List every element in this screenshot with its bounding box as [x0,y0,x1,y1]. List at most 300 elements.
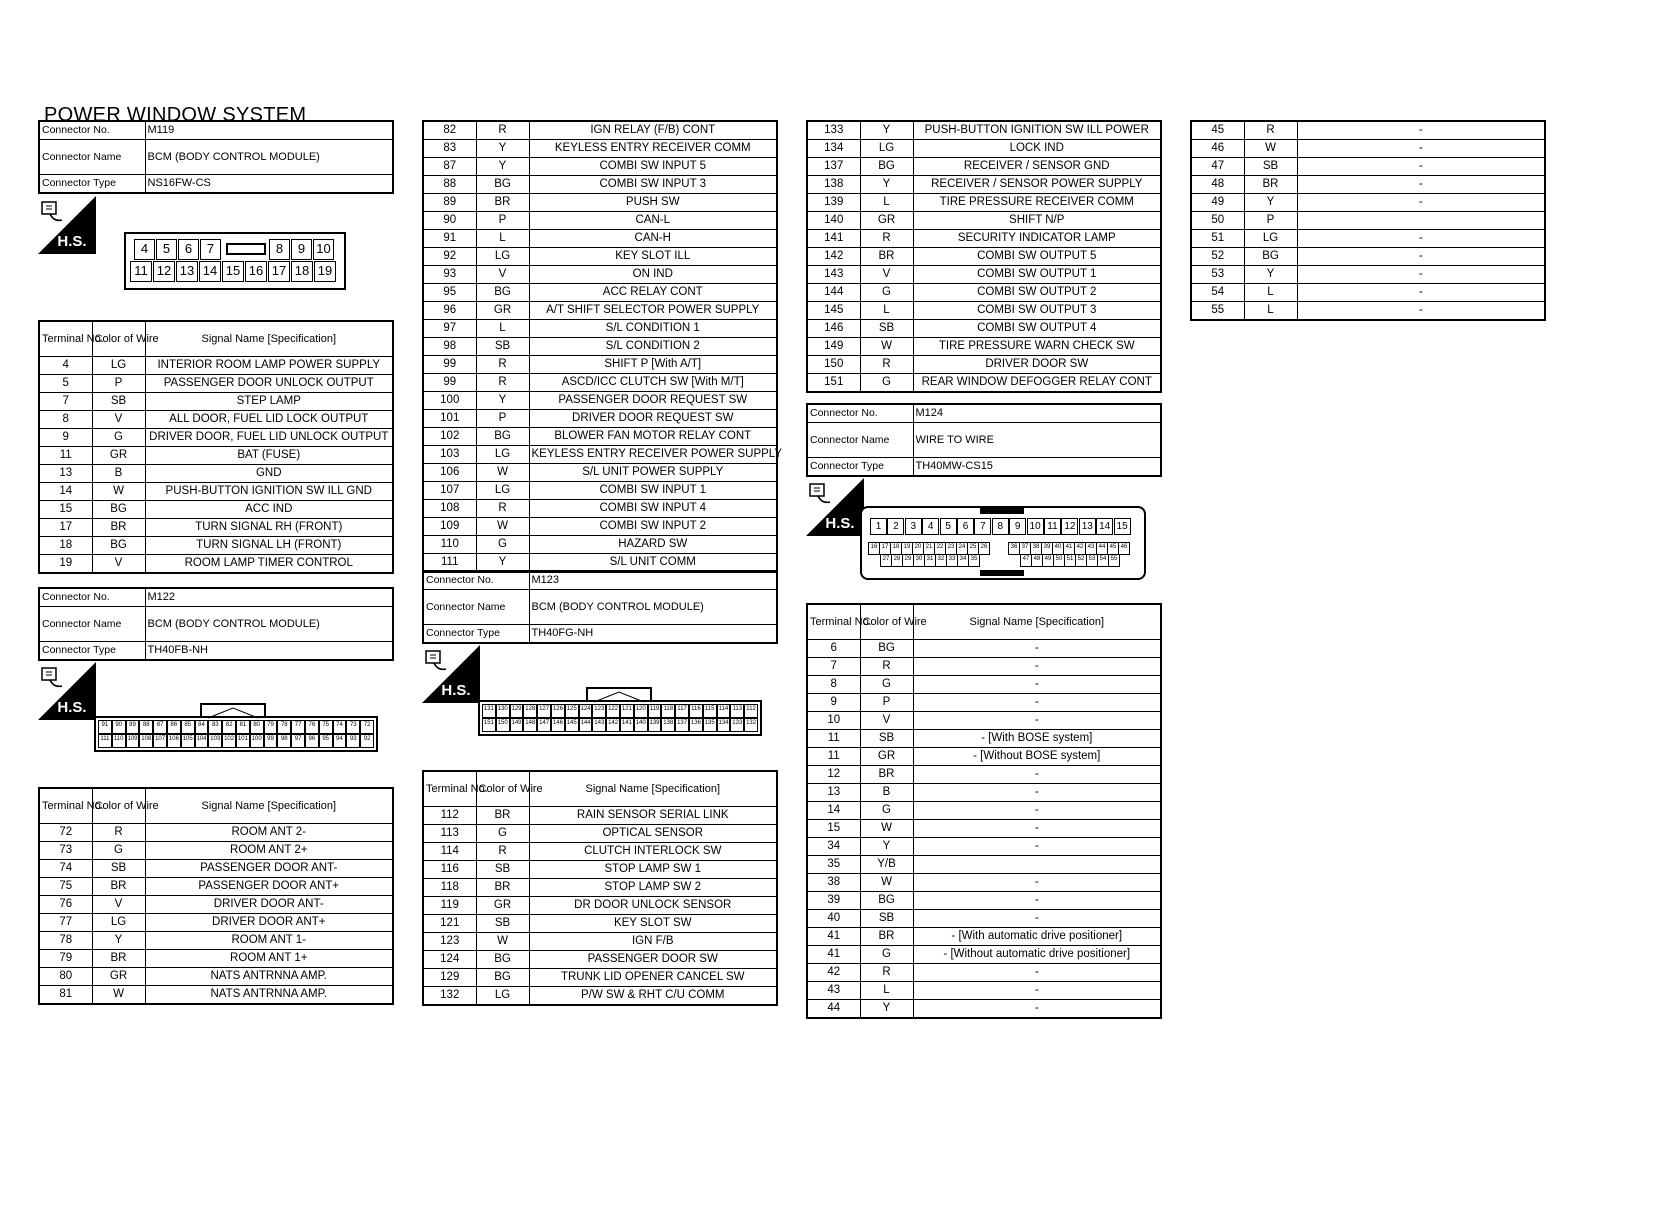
table-row [423,464,777,482]
table-row [39,375,393,393]
color-of-wire-header: Color of Wire [476,771,529,807]
table-row [423,194,777,212]
signal-name-cell: STOP LAMP SW 1 [529,861,777,879]
table-row [807,910,1161,928]
terminal-no-cell: 79 [39,950,92,968]
terminal-no-cell: 81 [39,986,92,1005]
table-row [807,928,1161,946]
connector-pin: 117 [675,704,689,718]
signal-name-cell: DRIVER DOOR REQUEST SW [529,410,777,428]
signal-name-cell: ROOM ANT 1+ [145,950,393,968]
table-row [423,807,777,825]
wire-color-cell: BR [92,519,145,537]
connector-pin: 7 [200,239,221,260]
terminal-no-cell: 92 [423,248,476,266]
connector-pin: 55 [1108,554,1120,567]
table-row [1191,266,1545,284]
connector-pin: 83 [208,720,222,734]
table-row [423,374,777,392]
connector-pin: 109 [126,734,140,748]
connector-pin: 135 [703,718,717,732]
signal-name-cell: ROOM ANT 2- [145,824,393,842]
wire-color-cell: SB [860,730,913,748]
wire-color-cell: SB [1244,158,1297,176]
table-row [39,896,393,914]
connector-pin: 39 [1041,542,1053,555]
wire-color-cell: BG [1244,248,1297,266]
signal-name-cell: ACC RELAY CONT [529,284,777,302]
terminal-no-cell: 47 [1191,158,1244,176]
wire-color-cell: Y [860,176,913,194]
wire-color-cell: Y [92,932,145,950]
connector-pin: 72 [360,720,374,734]
signal-name-cell: PUSH-BUTTON IGNITION SW ILL GND [145,483,393,501]
terminal-no-cell: 142 [807,248,860,266]
wire-color-cell: G [476,825,529,843]
terminal-no-cell: 89 [423,194,476,212]
m119-terminal-table [38,320,394,574]
terminal-no-cell: 8 [39,411,92,429]
connector-pin: 21 [923,542,935,555]
table-row [423,446,777,464]
hs-badge [422,645,480,703]
signal-name-cell: - [1297,230,1545,248]
wire-color-cell: SB [476,861,529,879]
wire-color-cell: R [860,356,913,374]
connector-pin: 103 [208,734,222,748]
connector-pin: 6 [178,239,199,260]
connector-pin: 52 [1075,554,1087,567]
hs-label: H.S. [57,233,87,250]
signal-name-cell [1297,212,1545,230]
m124-connector-face [860,506,1146,580]
table-row [39,860,393,878]
terminal-no-cell: 141 [807,230,860,248]
wire-color-cell: V [92,411,145,429]
signal-name-cell: CLUTCH INTERLOCK SW [529,843,777,861]
connector-pin: 54 [1097,554,1109,567]
signal-name-cell: - [913,766,1161,784]
connector-name-value: WIRE TO WIRE [913,423,1161,458]
terminal-no-cell: 49 [1191,194,1244,212]
table-row [423,969,777,987]
connector-pin: 16 [245,261,267,282]
signal-name-cell: - [1297,140,1545,158]
wire-color-cell: V [476,266,529,284]
connector-pin: 118 [661,704,675,718]
wire-color-cell: L [1244,302,1297,321]
table-row [423,248,777,266]
terminal-no-cell: 4 [39,357,92,375]
table-row [423,500,777,518]
connector-pin: 110 [112,734,126,748]
terminal-no-cell: 13 [807,784,860,802]
signal-name-cell: HAZARD SW [529,536,777,554]
terminal-no-cell: 72 [39,824,92,842]
wire-color-cell: W [476,518,529,536]
wire-color-cell: R [860,964,913,982]
connector-type-value: TH40FG-NH [529,625,777,644]
connector-pin: 144 [579,718,593,732]
hs-badge [806,478,864,536]
terminal-no-cell: 132 [423,987,476,1006]
table-row [423,410,777,428]
terminal-no-cell: 110 [423,536,476,554]
connector-pin: 130 [496,704,510,718]
signal-name-cell: S/L UNIT POWER SUPPLY [529,464,777,482]
wire-color-cell: Y [476,158,529,176]
wire-color-cell: R [476,356,529,374]
signal-name-cell: S/L CONDITION 1 [529,320,777,338]
wire-color-cell: Y [476,140,529,158]
connector-type-label: Connector Type [423,625,529,644]
connector-pin: 5 [156,239,177,260]
table-row [39,914,393,932]
connector-pin: 4 [134,239,155,260]
terminal-no-cell: 41 [807,946,860,964]
connector-pin: 29 [902,554,914,567]
terminal-no-cell: 106 [423,464,476,482]
connector-pin: 95 [319,734,333,748]
connector-pin: 27 [880,554,892,567]
signal-name-cell: ROOM LAMP TIMER CONTROL [145,555,393,574]
terminal-no-cell: 10 [807,712,860,730]
table-row [39,483,393,501]
terminal-no-cell: 149 [807,338,860,356]
signal-name-cell: PASSENGER DOOR UNLOCK OUTPUT [145,375,393,393]
signal-name-cell: TRUNK LID OPENER CANCEL SW [529,969,777,987]
table-row [1191,140,1545,158]
terminal-no-cell: 150 [807,356,860,374]
connector-pin: 141 [620,718,634,732]
connector-pin: 129 [510,704,524,718]
table-row [807,856,1161,874]
wire-color-cell: L [1244,284,1297,302]
connector-pin: 92 [360,734,374,748]
wire-color-cell: BG [860,640,913,658]
table-row [423,482,777,500]
terminal-no-cell: 119 [423,897,476,915]
wire-color-cell: R [860,658,913,676]
wire-color-cell: B [860,784,913,802]
table-row [423,176,777,194]
signal-name-cell: SECURITY INDICATOR LAMP [913,230,1161,248]
hs-badge [38,196,96,254]
connector-pin: 50 [1053,554,1065,567]
table-row [423,987,777,1006]
wire-color-cell: W [476,933,529,951]
signal-name-cell: - [913,892,1161,910]
m123-connector-face [478,700,762,736]
connector-pin: 111 [98,734,112,748]
connector-pin: 137 [675,718,689,732]
connector-no-value: M123 [529,571,777,590]
table-row [1191,284,1545,302]
terminal-no-cell: 107 [423,482,476,500]
terminal-no-cell: 75 [39,878,92,896]
connector-pin: 133 [730,718,744,732]
signal-name-cell: DRIVER DOOR SW [913,356,1161,374]
terminal-no-cell: 46 [1191,140,1244,158]
connector-type-value: TH40MW-CS15 [913,458,1161,477]
connector-no-label: Connector No. [807,404,913,423]
connector-pin: 84 [195,720,209,734]
connector-pin: 32 [935,554,947,567]
table-row [423,284,777,302]
connector-pin: 96 [305,734,319,748]
signal-name-cell: S/L UNIT COMM [529,554,777,573]
connector-pin: 20 [912,542,924,555]
wire-color-cell: BG [476,969,529,987]
wire-color-cell: R [92,824,145,842]
signal-name-cell: BLOWER FAN MOTOR RELAY CONT [529,428,777,446]
table-row [39,842,393,860]
connector-type-label: Connector Type [39,642,145,661]
table-row [39,411,393,429]
table-row [423,861,777,879]
connector-pin: 131 [482,704,496,718]
wire-color-cell: W [1244,140,1297,158]
terminal-no-cell: 109 [423,518,476,536]
terminal-no-cell: 100 [423,392,476,410]
connector-pin: 41 [1063,542,1075,555]
connector-pin: 1 [870,518,887,535]
connector-pin: 8 [992,518,1009,535]
connector-pin: 93 [346,734,360,748]
terminal-no-cell: 140 [807,212,860,230]
signal-name-cell: PASSENGER DOOR ANT+ [145,878,393,896]
signal-name-cell: S/L CONDITION 2 [529,338,777,356]
wire-color-cell: BG [476,951,529,969]
wire-color-cell: L [476,320,529,338]
wire-color-cell: Y [860,838,913,856]
connector-name-label: Connector Name [39,607,145,642]
wire-color-cell: GR [860,212,913,230]
terminal-no-cell: 11 [807,748,860,766]
signal-name-cell: RAIN SENSOR SERIAL LINK [529,807,777,825]
wire-color-cell: V [92,896,145,914]
terminal-no-cell: 138 [807,176,860,194]
signal-name-cell: - [Without BOSE system] [913,748,1161,766]
connector-pin: 24 [956,542,968,555]
connector-pin: 122 [606,704,620,718]
terminal-no-cell: 45 [1191,121,1244,140]
connector-pin: 45 [1107,542,1119,555]
harness-side-icon [38,196,96,254]
connector-pin: 139 [648,718,662,732]
table-row [807,748,1161,766]
signal-name-cell: PASSENGER DOOR ANT- [145,860,393,878]
connector-pin: 97 [291,734,305,748]
wire-color-cell: BG [860,158,913,176]
connector-pin: 18 [890,542,902,555]
signal-name-cell: P/W SW & RHT C/U COMM [529,987,777,1006]
connector-pin: 4 [922,518,939,535]
signal-name-cell: CAN-H [529,230,777,248]
signal-name-cell: A/T SHIFT SELECTOR POWER SUPPLY [529,302,777,320]
table-row [423,212,777,230]
wire-color-cell: W [476,464,529,482]
signal-name-cell: - [Without automatic drive positioner] [913,946,1161,964]
connector-pin: 73 [346,720,360,734]
terminal-no-header: Terminal No. [807,604,860,640]
signal-name-cell: NATS ANTRNNA AMP. [145,968,393,986]
wire-color-cell: L [860,302,913,320]
wire-color-cell: W [860,874,913,892]
m124-header-table [806,403,1162,477]
table-row [1191,176,1545,194]
signal-name-cell: KEY SLOT ILL [529,248,777,266]
wire-color-cell: W [860,820,913,838]
terminal-no-cell: 53 [1191,266,1244,284]
connector-pin: 26 [978,542,990,555]
signal-name-cell: - [913,874,1161,892]
table-row [423,915,777,933]
m119-connector-face [124,232,346,290]
terminal-no-cell: 14 [807,802,860,820]
connector-pin: 149 [510,718,524,732]
wire-color-cell: BR [476,879,529,897]
terminal-no-cell: 95 [423,284,476,302]
terminal-no-cell: 35 [807,856,860,874]
connector-pin: 34 [957,554,969,567]
connector-no-label: Connector No. [423,571,529,590]
connector-pin: 16 [868,542,880,555]
terminal-no-cell: 146 [807,320,860,338]
signal-name-cell: PUSH SW [529,194,777,212]
connector-pin: 90 [112,720,126,734]
m122-connector-face [94,716,378,752]
terminal-no-cell: 123 [423,933,476,951]
connector-pin: 81 [236,720,250,734]
signal-name-cell: ASCD/ICC CLUTCH SW [With M/T] [529,374,777,392]
table-row [423,897,777,915]
table-row [807,121,1161,140]
connector-pin: 126 [551,704,565,718]
terminal-no-cell: 99 [423,374,476,392]
connector-pin: 116 [689,704,703,718]
connector-pin: 37 [1019,542,1031,555]
signal-name-cell: COMBI SW INPUT 5 [529,158,777,176]
signal-name-cell: LOCK IND [913,140,1161,158]
terminal-no-cell: 121 [423,915,476,933]
connector-pin: 12 [153,261,175,282]
table-row [39,393,393,411]
connector-pin: 17 [879,542,891,555]
table-row [423,121,777,140]
signal-name-cell: BAT (FUSE) [145,447,393,465]
connector-pin: 78 [277,720,291,734]
table-row [807,784,1161,802]
connector-pin: 5 [940,518,957,535]
connector-pin: 18 [291,261,313,282]
terminal-no-cell: 12 [807,766,860,784]
terminal-no-cell: 97 [423,320,476,338]
terminal-no-cell: 88 [423,176,476,194]
terminal-no-cell: 40 [807,910,860,928]
signal-name-cell: KEYLESS ENTRY RECEIVER POWER SUPPLY [529,446,777,464]
signal-name-cell: - [1297,284,1545,302]
table-row [807,676,1161,694]
table-row [807,158,1161,176]
signal-name-cell: COMBI SW OUTPUT 3 [913,302,1161,320]
signal-name-cell: ROOM ANT 1- [145,932,393,950]
harness-side-icon [422,645,480,703]
connector-pin: 100 [250,734,264,748]
connector-pin: 17 [268,261,290,282]
connector-pin: 15 [1114,518,1131,535]
signal-name-cell: ON IND [529,266,777,284]
table-row [807,356,1161,374]
table-row [423,320,777,338]
table-row [39,555,393,574]
terminal-no-cell: 124 [423,951,476,969]
table-row [807,874,1161,892]
table-row [39,357,393,375]
wire-color-cell: V [860,712,913,730]
table-row [39,501,393,519]
connector-pin: 22 [934,542,946,555]
table-row [39,465,393,483]
terminal-no-cell: 15 [39,501,92,519]
connector-pin: 77 [291,720,305,734]
m122-terminal-table [38,787,394,1005]
signal-name-cell: TURN SIGNAL LH (FRONT) [145,537,393,555]
terminal-no-cell: 118 [423,879,476,897]
connector-type-label: Connector Type [807,458,913,477]
terminal-no-header: Terminal No. [423,771,476,807]
connector-pin: 33 [946,554,958,567]
signal-name-cell: CAN-L [529,212,777,230]
connector-pin: 128 [523,704,537,718]
connector-pin: 3 [905,518,922,535]
connector-pin: 151 [482,718,496,732]
signal-name-cell: - [913,964,1161,982]
signal-name-cell: TURN SIGNAL RH (FRONT) [145,519,393,537]
wire-color-cell: G [860,284,913,302]
connector-pin: 11 [130,261,152,282]
connector-pin: 120 [634,704,648,718]
terminal-no-cell: 8 [807,676,860,694]
table-row [1191,158,1545,176]
signal-name-cell: DRIVER DOOR, FUEL LID UNLOCK OUTPUT [145,429,393,447]
terminal-no-cell: 73 [39,842,92,860]
connector-key [980,570,1024,576]
connector-type-value: NS16FW-CS [145,175,393,194]
connector-name-label: Connector Name [423,590,529,625]
connector-pin: 142 [606,718,620,732]
terminal-no-cell: 151 [807,374,860,393]
connector-pin: 30 [913,554,925,567]
wire-color-cell: R [860,230,913,248]
table-row [1191,121,1545,140]
signal-name-cell: KEYLESS ENTRY RECEIVER COMM [529,140,777,158]
terminal-no-cell: 137 [807,158,860,176]
table-row [807,766,1161,784]
table-row [423,158,777,176]
wire-color-cell: Y [1244,266,1297,284]
connector-pin: 51 [1064,554,1076,567]
terminal-no-cell: 113 [423,825,476,843]
terminal-no-cell: 133 [807,121,860,140]
signal-name-cell: PASSENGER DOOR SW [529,951,777,969]
terminal-no-cell: 74 [39,860,92,878]
signal-name-cell: - [1297,194,1545,212]
table-row [807,964,1161,982]
signal-name-cell: SHIFT N/P [913,212,1161,230]
m123-header-table [422,570,778,644]
terminal-no-cell: 112 [423,807,476,825]
